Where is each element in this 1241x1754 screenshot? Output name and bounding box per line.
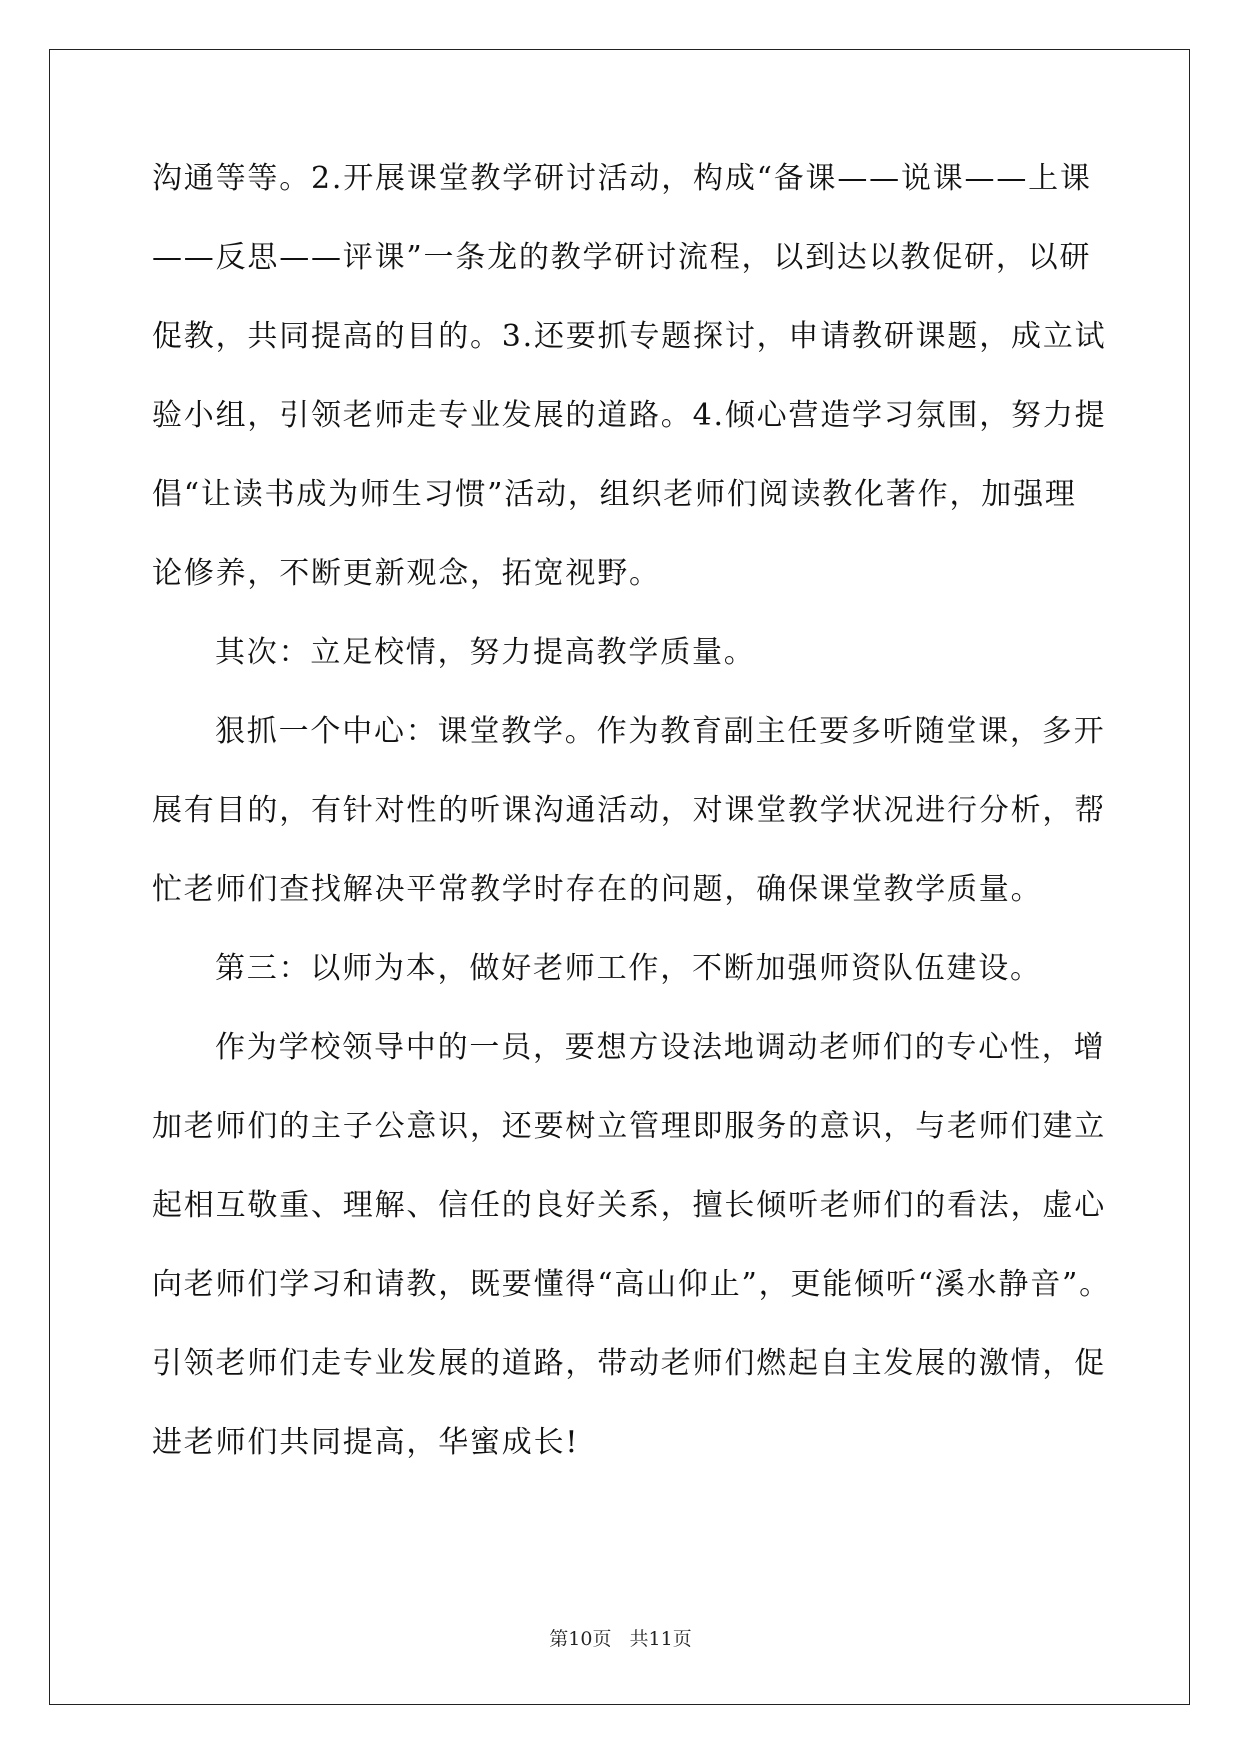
page-number-total: 共11页	[629, 1628, 692, 1650]
body-line: 论修养，不断更新观念，拓宽视野。	[152, 556, 661, 591]
paragraph-start: 作为学校领导中的一员，要想方设法地调动老师们的专心性，增	[215, 1030, 1106, 1065]
body-line: ——反思——评课”一条龙的教学研讨流程，以到达以教促研，以研	[152, 240, 1092, 275]
body-line: 引领老师们走专业发展的道路，带动老师们燃起自主发展的激情，促	[152, 1346, 1106, 1381]
section-heading-third: 第三：以师为本，做好老师工作，不断加强师资队伍建设。	[215, 951, 1042, 986]
page-footer	[0, 1624, 1241, 1651]
body-line: 验小组，引领老师走专业发展的道路。4.倾心营造学习氛围，努力提	[152, 398, 1107, 433]
body-line: 促教，共同提高的目的。3.还要抓专题探讨，申请教研课题，成立试	[152, 319, 1107, 354]
body-line: 起相互敬重、理解、信任的良好关系，擅长倾听老师们的看法，虚心	[152, 1188, 1106, 1223]
page-number-current: 第10页	[549, 1628, 612, 1650]
body-line: 进老师们共同提高，华蜜成长!	[152, 1425, 580, 1460]
body-line: 倡“让读书成为师生习惯”活动，组织老师们阅读教化著作，加强理	[152, 477, 1077, 512]
section-heading-second: 其次：立足校情，努力提高教学质量。	[215, 635, 756, 670]
body-line: 展有目的，有针对性的听课沟通活动，对课堂教学状况进行分析，帮	[152, 793, 1106, 828]
body-line: 忙老师们查找解决平常教学时存在的问题，确保课堂教学质量。	[152, 872, 1043, 907]
body-line: 沟通等等。2.开展课堂教学研讨活动，构成“备课——说课——上课	[152, 161, 1092, 196]
body-line: 加老师们的主子公意识，还要树立管理即服务的意识，与老师们建立	[152, 1109, 1106, 1144]
document-body	[152, 160, 1111, 1503]
body-line: 向老师们学习和请教，既要懂得“高山仰止”，更能倾听“溪水静音”。	[152, 1267, 1111, 1302]
paragraph-start: 狠抓一个中心：课堂教学。作为教育副主任要多听随堂课，多开	[215, 714, 1106, 749]
